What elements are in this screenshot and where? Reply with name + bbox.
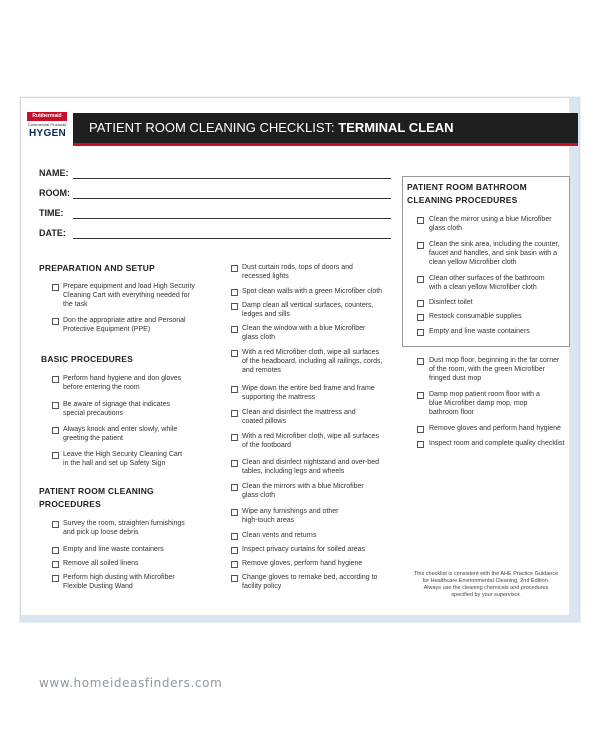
middle-item: Remove gloves, perform hand hygiene [242, 560, 363, 567]
bathroom-checkbox[interactable] [417, 217, 424, 224]
right-checkbox[interactable] [417, 392, 424, 399]
middle-item: Dust curtain rods, tops of doors and recessed lights [242, 264, 353, 280]
name-label: NAME: [39, 168, 69, 178]
date-field[interactable] [73, 238, 391, 239]
right-item: Damp mop patient room floor with a blue Microfiber damp mop, mop bathroom floor [429, 391, 540, 416]
middle-checkbox[interactable] [231, 561, 238, 568]
bathroom-item: Clean the sink area, including the counter, faucet and handles, and sink basin with a clean yellow Microfiber cloth [429, 241, 560, 266]
header [21, 110, 578, 144]
middle-item: Spot clean walls with a green Microfiber cloth [242, 288, 383, 295]
section-basic-title: BASIC PROCEDURES [41, 354, 133, 364]
room-field[interactable] [73, 198, 391, 199]
time-label: TIME: [39, 208, 64, 218]
middle-item: Clean the mirrors with a blue Microfiber glass cloth [242, 483, 364, 499]
middle-checkbox[interactable] [231, 434, 238, 441]
section-patient-room-title: PATIENT ROOM CLEANING PROCEDURES [39, 486, 154, 509]
prc-checkbox[interactable] [52, 575, 59, 582]
prc-item: Remove all soiled linens [63, 560, 139, 567]
middle-checkbox[interactable] [231, 484, 238, 491]
name-field[interactable] [73, 178, 391, 179]
middle-item: Wipe down the entire bed frame and frame supporting the mattress [242, 385, 375, 401]
prc-checkbox[interactable] [52, 521, 59, 528]
middle-checkbox[interactable] [231, 509, 238, 516]
middle-checkbox[interactable] [231, 533, 238, 540]
middle-checkbox[interactable] [231, 386, 238, 393]
basic-item: Leave the High Security Cleaning Cart in the hall and set up Safety Sign [63, 451, 183, 467]
date-label: DATE: [39, 228, 66, 238]
middle-item: Clean vents and returns [242, 532, 317, 539]
right-checkbox[interactable] [417, 441, 424, 448]
title-bold: TERMINAL CLEAN [338, 120, 454, 135]
prc-item: Perform high dusting with Microfiber Flexible Dusting Wand [63, 574, 175, 590]
logo-rubbermaid: Rubbermaid [27, 112, 67, 121]
prep-item: Don the appropriate attire and Personal Protective Equipment (PPE) [63, 317, 186, 333]
bathroom-checkbox[interactable] [417, 329, 424, 336]
bathroom-item: Restock consumable supplies [429, 313, 522, 320]
prep-checkbox[interactable] [52, 318, 59, 325]
section-preparation-title: PREPARATION AND SETUP [39, 263, 155, 273]
middle-item: Damp clean all vertical surfaces, counters, ledges and sills [242, 302, 374, 318]
prc-item: Empty and line waste containers [63, 546, 164, 553]
brand-logo [27, 112, 67, 142]
basic-item: Be aware of signage that indicates special precautions [63, 401, 171, 417]
basic-checkbox[interactable] [52, 452, 59, 459]
middle-item: Inspect privacy curtains for soiled areas [242, 546, 365, 553]
basic-checkbox[interactable] [52, 427, 59, 434]
right-item: Dust mop floor, beginning in the far corner of the room, with the green Microfiber fringed dust mop [429, 357, 560, 382]
section-bathroom-title: PATIENT ROOM BATHROOM CLEANING PROCEDURES [407, 182, 527, 205]
logo-hygen: HYGEN [29, 128, 67, 139]
middle-item: With a red Microfiber cloth, wipe all surfaces of the footboard [242, 433, 379, 449]
bathroom-checkbox[interactable] [417, 300, 424, 307]
right-checkbox[interactable] [417, 426, 424, 433]
middle-checkbox[interactable] [231, 326, 238, 333]
prep-item: Prepare equipment and load High Security Cleaning Cart with everything needed for the task [63, 283, 195, 308]
basic-item: Always knock and enter slowly, while greeting the patient [63, 426, 178, 442]
bathroom-item: Clean the mirror using a blue Microfiber glass cloth [429, 216, 552, 232]
room-label: ROOM: [39, 188, 70, 198]
bathroom-item: Empty and line waste containers [429, 328, 530, 335]
middle-checkbox[interactable] [231, 350, 238, 357]
bottom-stripe [21, 615, 579, 621]
middle-checkbox[interactable] [231, 410, 238, 417]
basic-item: Perform hand hygiene and don gloves before entering the room [63, 375, 182, 391]
middle-checkbox[interactable] [231, 460, 238, 467]
right-checkbox[interactable] [417, 358, 424, 365]
footnote: This checklist is consistent with the AHE Practice Guidance for Healthcare Environmental Cleaning, 2nd Edition. Always use the cleaning chemicals and procedures specified by your supervisor. [413, 571, 559, 598]
time-field[interactable] [73, 218, 391, 219]
middle-item: Clean and disinfect nightstand and over-bed tables, including legs and wheels [242, 459, 379, 475]
middle-item: Wipe any furnishings and other high-touch areas [242, 508, 339, 524]
bathroom-checkbox[interactable] [417, 276, 424, 283]
prc-item: Survey the room, straighten furnishings and pick up loose debris [63, 520, 185, 536]
checklist-page [20, 97, 580, 622]
watermark: www.homeideasfinders.com [39, 676, 223, 690]
page-title [89, 120, 454, 135]
bathroom-item: Disinfect toilet [429, 299, 473, 306]
bathroom-checkbox[interactable] [417, 242, 424, 249]
middle-item: Clean the window with a blue Microfiber glass cloth [242, 325, 366, 341]
middle-checkbox[interactable] [231, 575, 238, 582]
title-plain: PATIENT ROOM CLEANING CHECKLIST: [89, 120, 339, 135]
middle-item: Clean and disinfect the mattress and coated pillows [242, 409, 356, 425]
prep-checkbox[interactable] [52, 284, 59, 291]
logo-subtitle: Commercial Products [27, 122, 67, 127]
right-item: Inspect room and complete quality checklist [429, 440, 565, 447]
middle-checkbox[interactable] [231, 547, 238, 554]
middle-item: Change gloves to remake bed, according to facility policy [242, 574, 378, 590]
right-item: Remove gloves and perform hand hygiene [429, 425, 561, 432]
middle-checkbox[interactable] [231, 289, 238, 296]
middle-checkbox[interactable] [231, 303, 238, 310]
title-bar [73, 113, 578, 146]
bathroom-item: Clean other surfaces of the bathroom with a clean yellow Microfiber cloth [429, 275, 545, 291]
prc-checkbox[interactable] [52, 561, 59, 568]
basic-checkbox[interactable] [52, 376, 59, 383]
middle-checkbox[interactable] [231, 265, 238, 272]
bathroom-checkbox[interactable] [417, 314, 424, 321]
middle-item: With a red Microfiber cloth, wipe all surfaces of the headboard, including all railings, cords, and remotes [242, 349, 383, 374]
prc-checkbox[interactable] [52, 547, 59, 554]
basic-checkbox[interactable] [52, 402, 59, 409]
